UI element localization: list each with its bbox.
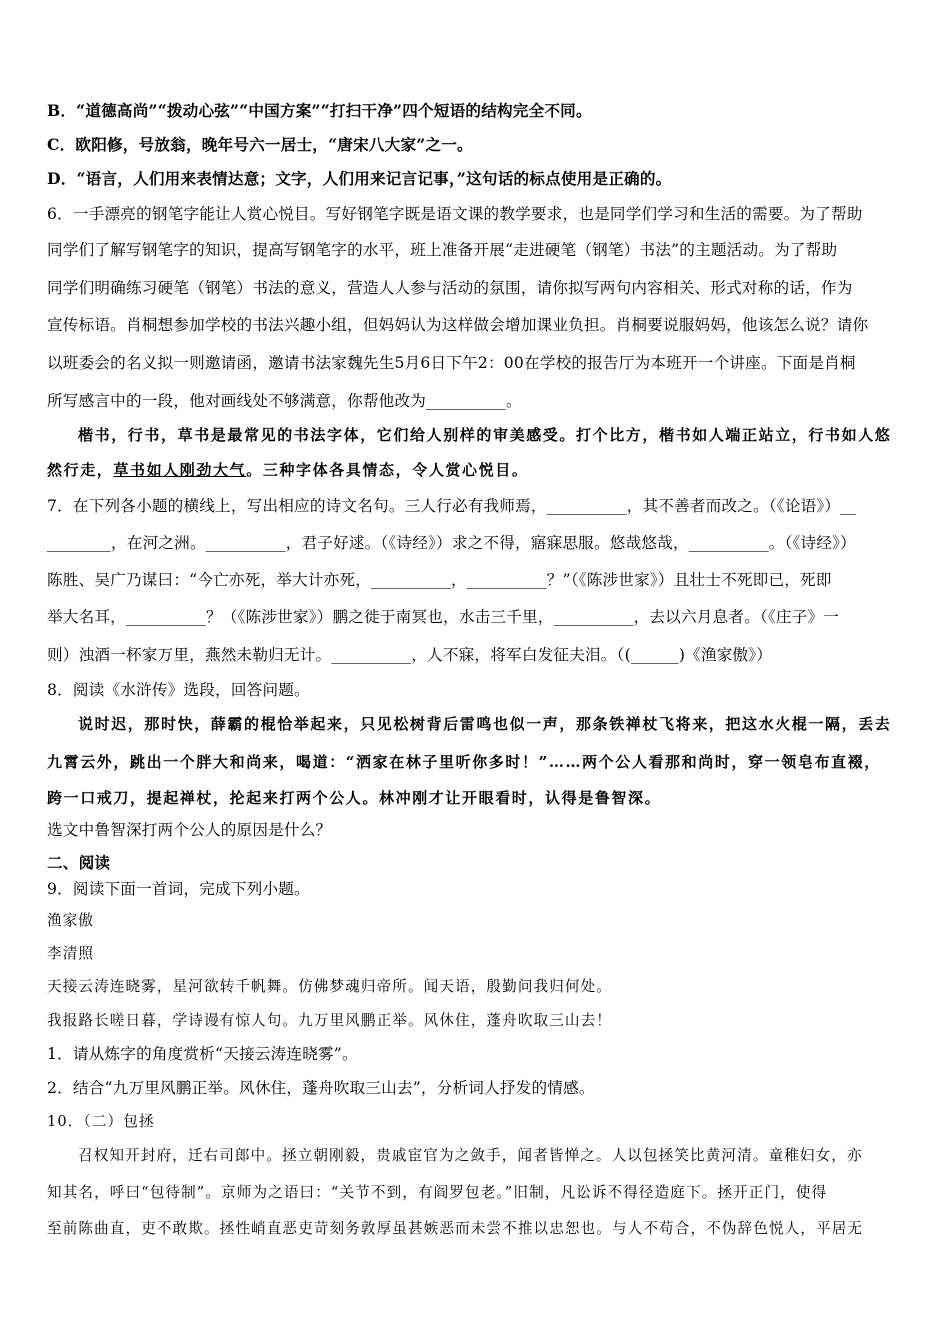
- q9-poem-verse-1: 天接云涛连晓雾，星河欲转千帆舞。仿佛梦魂归帝所。闻天语，殷勤问我归何处。: [47, 978, 612, 995]
- q7-line-1: 7．在下列各小题的横线上，写出相应的诗文名句。三人行必有我师焉，__________，其不善者而改之。（《论语》）__: [47, 497, 857, 515]
- q6-line-4: 宣传标语。肖桐想参加学校的书法兴趣小组，但妈妈认为这样做会增加课业负担。肖桐要说服妈妈，他该怎么说？请你: [47, 316, 869, 334]
- q9-poem-author: 李清照: [47, 945, 95, 962]
- q6-passage-line-2: [47, 460, 907, 480]
- q7-line-5: 则）浊酒一杯家万里，燕然未勒归无计。__________，人不寐，将军白发征夫泪。（(______)《渔家傲》）: [47, 646, 773, 664]
- q9-subquestion-2: 2．结合“九万里风鹏正举。风休住，蓬舟吹取三山去”，分析词人抒发的情感。: [47, 1079, 595, 1097]
- q9-subquestion-1: 1．请从炼字的角度赏析“天接云涛连晓雾”。: [47, 1045, 358, 1063]
- q10-title: 10．（二）包拯: [47, 1113, 155, 1130]
- q8-question: 选文中鲁智深打两个公人的原因是什么？: [47, 821, 332, 839]
- q7-line-4: 举大名耳，__________？（《陈涉世家》）鹏之徙于南冥也，水击三千里，__________，去以六月息者。（《庄子》一: [47, 608, 840, 626]
- q6-passage-text-a: 然行走，: [47, 461, 114, 479]
- q9-poem-verse-2: 我报路长嗟日暮，学诗谩有惊人句。九万里风鹏正举。风休住，蓬舟吹取三山去！: [47, 1012, 612, 1029]
- section-heading: 二、阅读: [47, 853, 111, 872]
- q8-title: 8．阅读《水浒传》选段，回答问题。: [47, 681, 310, 699]
- q6-underlined-phrase: 草书如人刚劲大气: [113, 461, 247, 479]
- q10-passage-line-2: 知其名，呼曰“包待制”。京师为之语曰：“关节不到，有阎罗包老。”旧制，凡讼诉不得径造庭下。拯开正门，使得: [47, 1184, 828, 1201]
- q6-passage-line-1: 楷书，行书，草书是最常见的书法字体，它们给人别样的审美感受。打个比方，楷书如人端正站立，行书如人悠: [78, 426, 892, 444]
- q5-option-d: D．“语言，人们用来表情达意；文字，人们用来记言记事，”这句话的标点使用是正确的。: [47, 169, 672, 188]
- q9-title: 9．阅读下面一首词，完成下列小题。: [47, 880, 310, 898]
- q6-line-1: 6．一手漂亮的钢笔字能让人赏心悦目。写好钢笔字既是语文课的教学要求，也是同学们学习和生活的需要。为了帮助: [47, 205, 863, 223]
- q8-passage-line-2: 九霄云外，跳出一个胖大和尚来，喝道：“洒家在林子里听你多时！”……两个公人看那和尚时，穿一领皂布直裰，: [47, 753, 881, 771]
- q6-line-6: 所写感言中的一段，他对画线处不够满意，你帮他改为__________。: [47, 392, 522, 410]
- q5-option-b: B．“道德高尚”“拨动心弦”“中国方案”“打扫干净”四个短语的结构完全不同。: [47, 101, 592, 120]
- q8-passage-line-3: 跨一口戒刀，提起禅杖，抡起来打两个公人。林冲刚才让开眼看时，认得是鲁智深。: [47, 789, 662, 807]
- q5-option-c: C．欧阳修，号放翁，晚年号六一居士，“唐宋八大家”之一。: [47, 135, 473, 154]
- q6-line-2: 同学们了解写钢笔字的知识，提高写钢笔字的水平，班上准备开展“走进硬笔（钢笔）书法”的主题活动。为了帮助: [47, 241, 838, 259]
- q8-passage-line-1: 说时迟，那时快，薛霸的棍恰举起来，只见松树背后雷鸣也似一声，那条铁禅杖飞将来，把这水火棍一隔，丢去: [78, 715, 892, 733]
- q7-line-3: 陈胜、吴广乃谋曰：“今亡亦死，举大计亦死，__________，__________？”（《陈涉世家》）且壮士不死即已，死即: [47, 571, 832, 589]
- q7-line-2: ________，在河之洲。__________，君子好逑。（《诗经》）求之不得，寤寐思服。悠哉悠哉，__________。（《诗经》）: [47, 534, 856, 552]
- q6-line-3: 同学们明确练习硬笔（钢笔）书法的意义，营造人人参与活动的氛围，请你拟写两句内容相关、形式对称的话，作为: [47, 279, 853, 297]
- q9-poem-title: 渔家傲: [47, 912, 95, 929]
- q10-passage-line-3: 至前陈曲直，吏不敢欺。拯性峭直恶吏苛刻务敦厚虽甚嫉恶而未尝不推以忠恕也。与人不苟合，不伪辞色悦人，平居无: [47, 1220, 864, 1237]
- q6-line-5: 以班委会的名义拟一则邀请函，邀请书法家魏先生5月6日下午2：00在学校的报告厅为本班开一个讲座。下面是肖桐: [47, 354, 856, 372]
- q6-passage-text-b: 。三种字体各具情态，令人赏心悦目。: [246, 461, 529, 479]
- q10-passage-line-1: 召权知开封府，迁右司郎中。拯立朝刚毅，贵戚宦官为之敛手，闻者皆惮之。人以包拯笑比黄河清。童稚妇女，亦: [78, 1147, 863, 1164]
